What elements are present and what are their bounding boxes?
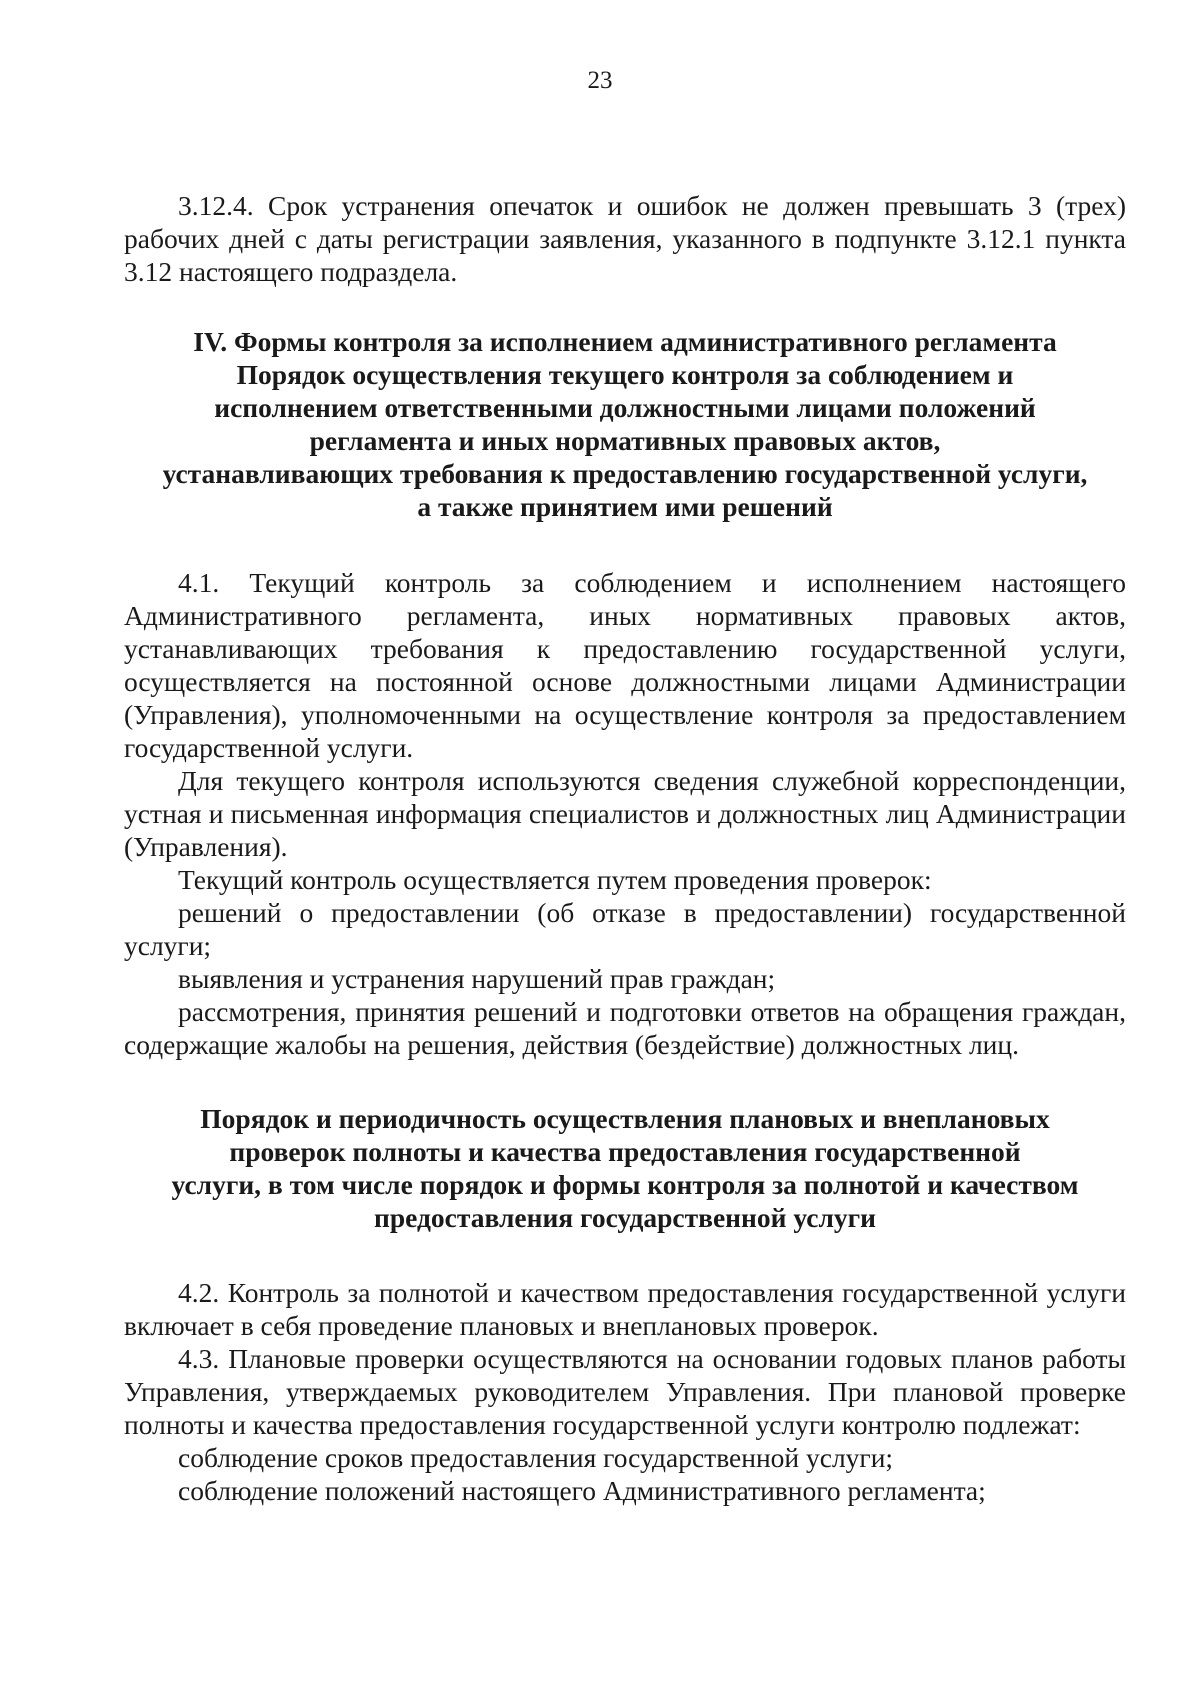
- subsection-body: [124, 1276, 1126, 1507]
- heading-line: проверок полноты и качества предоставления государственной: [229, 1136, 1021, 1167]
- heading-line: а также принятием ими решений: [417, 491, 833, 522]
- paragraph-3-12-4: 3.12.4. Срок устранения опечаток и ошибок не должен превышать 3 (трех) рабочих дней с даты регистрации заявления, указанного в подпункте 3.12.1 пункта 3.12 настоящего подраздела.: [124, 190, 1126, 287]
- page-number: 23: [587, 67, 613, 94]
- list-item: соблюдение положений настоящего Административного регламента;: [178, 1475, 986, 1506]
- paragraph-4-1: 4.1. Текущий контроль за соблюдением и исполнением настоящего Административного регламента, иных нормативных правовых актов, устанавливающих требования к предоставлению государственной услуги, осуществляется на постоянной основе должностными лицами Администрации (Управления), уполномоченными на осуществление контроля за предоставлением государственной услуги.: [124, 567, 1126, 763]
- section-4-body: [124, 566, 1126, 1061]
- list-item: выявления и устранения нарушений прав граждан;: [178, 963, 776, 994]
- heading-line: IV. Формы контроля за исполнением административного регламента: [193, 326, 1057, 357]
- heading-line: Порядок и периодичность осуществления плановых и внеплановых: [200, 1103, 1050, 1134]
- paragraph: Текущий контроль осуществляется путем проведения проверок:: [178, 864, 932, 895]
- paragraph: Для текущего контроля используются сведения служебной корреспонденции, устная и письменная информация специалистов и должностных лиц Администрации (Управления).: [124, 765, 1126, 862]
- heading-line: Порядок осуществления текущего контроля за соблюдением и: [236, 359, 1014, 390]
- heading-line: устанавливающих требования к предоставлению государственной услуги,: [162, 458, 1088, 489]
- heading-line: предоставления государственной услуги: [374, 1202, 876, 1233]
- heading-line: услуги, в том числе порядок и формы контроля за полнотой и качеством: [171, 1169, 1079, 1200]
- section-4-heading: [124, 325, 1126, 523]
- paragraph-4-2: 4.2. Контроль за полнотой и качеством предоставления государственной услуги включает в себя проведение плановых и внеплановых проверок.: [124, 1277, 1126, 1341]
- heading-line: регламента и иных нормативных правовых актов,: [309, 425, 941, 456]
- heading-line: исполнением ответственными должностными лицами положений: [214, 392, 1036, 423]
- list-item: соблюдение сроков предоставления государственной услуги;: [178, 1442, 894, 1473]
- paragraph-4-3: 4.3. Плановые проверки осуществляются на основании годовых планов работы Управления, утверждаемых руководителем Управления. При плановой проверке полноты и качества предоставления государственной услуги контролю подлежат:: [124, 1343, 1126, 1440]
- subsection-heading: [124, 1102, 1126, 1234]
- list-item: рассмотрения, принятия решений и подготовки ответов на обращения граждан, содержащие жалобы на решения, действия (бездействие) должностных лиц.: [124, 996, 1126, 1060]
- list-item: решений о предоставлении (об отказе в предоставлении) государственной услуги;: [124, 897, 1126, 961]
